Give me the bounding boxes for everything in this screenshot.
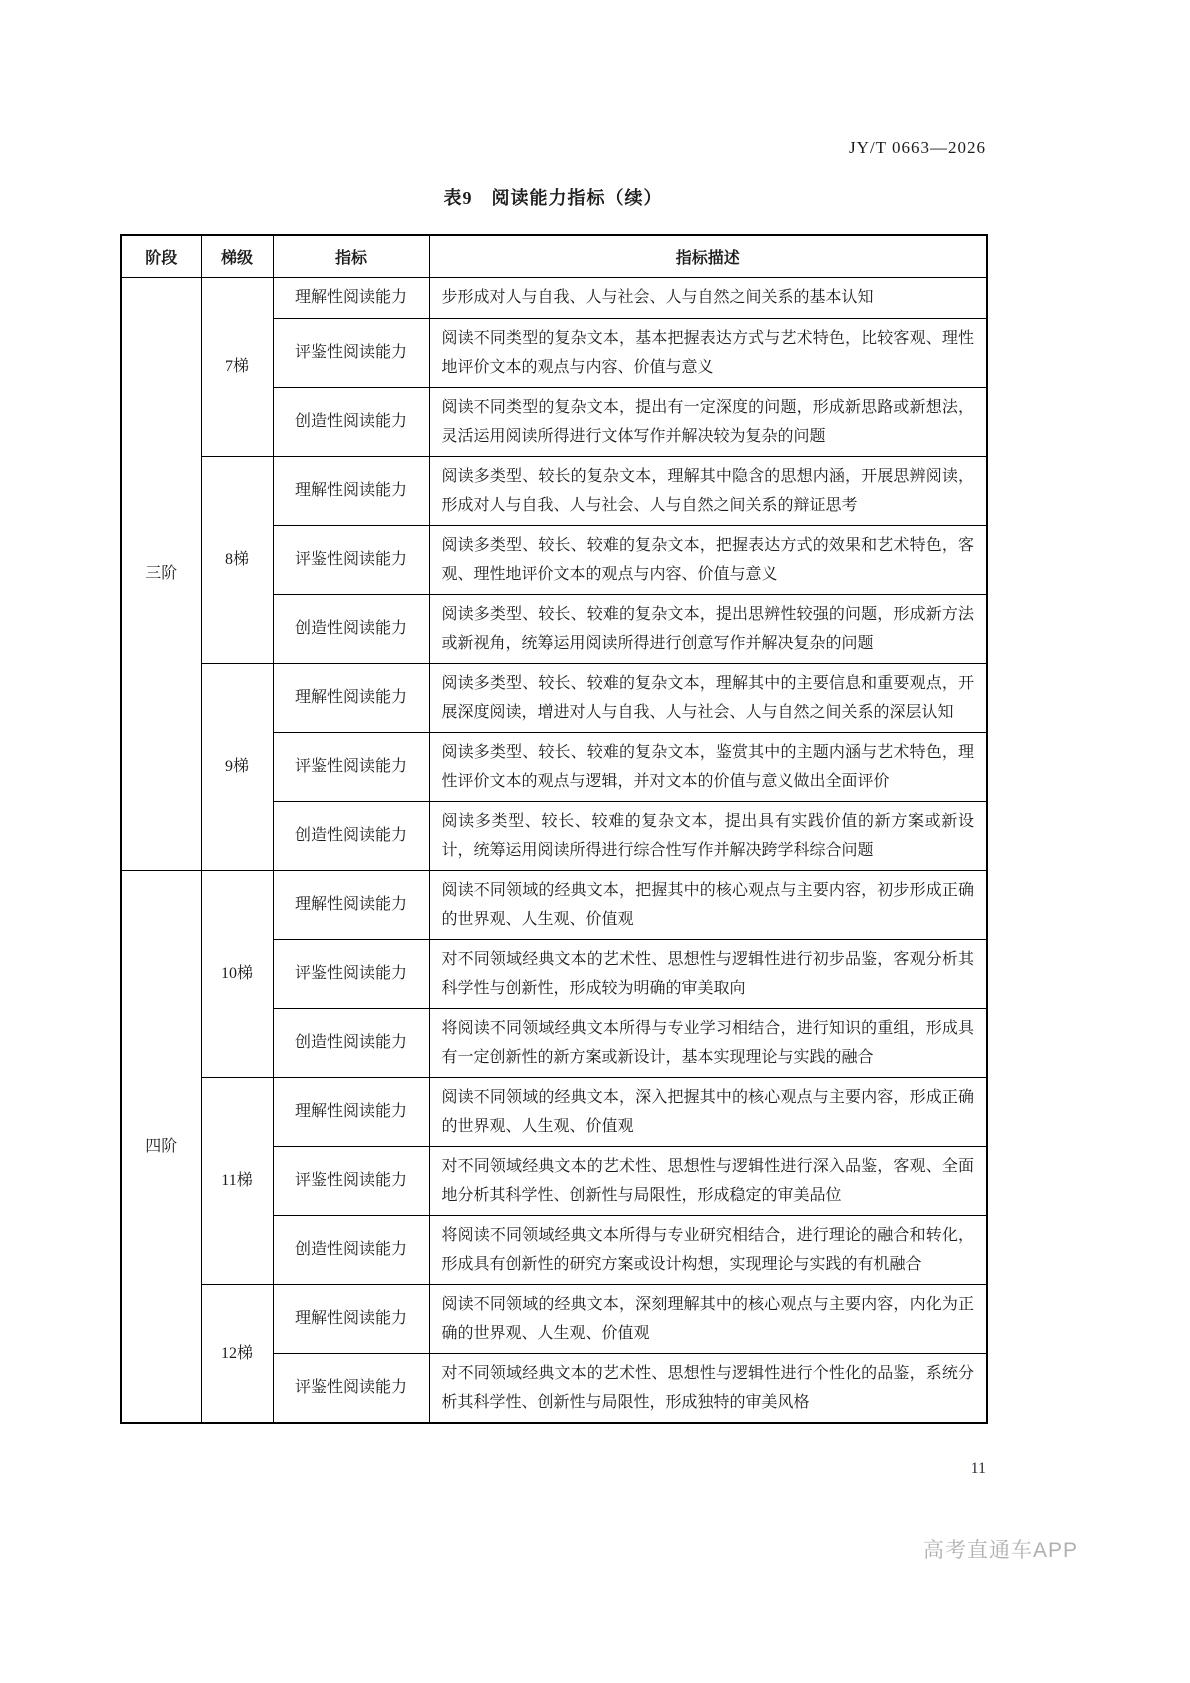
indicator-cell: 评鉴性阅读能力 — [273, 1146, 429, 1215]
table-header-row — [121, 235, 987, 277]
description-cell: 阅读多类型、较长、较难的复杂文本，理解其中的主要信息和重要观点，开展深度阅读，增进对人与自我、人与社会、人与自然之间关系的深层认知 — [429, 663, 987, 732]
indicator-cell: 评鉴性阅读能力 — [273, 1353, 429, 1423]
indicator-cell: 理解性阅读能力 — [273, 1284, 429, 1353]
table-row — [121, 277, 987, 318]
description-cell: 阅读多类型、较长、较难的复杂文本，提出具有实践价值的新方案或新设计，统筹运用阅读所得进行综合性写作并解决跨学科综合问题 — [429, 801, 987, 870]
level-cell: 8梯 — [201, 456, 273, 663]
description-cell: 阅读多类型、较长、较难的复杂文本，鉴赏其中的主题内涵与艺术特色，理性评价文本的观点与逻辑，并对文本的价值与意义做出全面评价 — [429, 732, 987, 801]
page-content — [120, 0, 986, 1478]
page-number: 11 — [970, 1459, 986, 1477]
indicator-cell: 创造性阅读能力 — [273, 1215, 429, 1284]
table-row — [121, 663, 987, 732]
watermark: 高考直通车APP — [922, 1539, 1078, 1562]
stage-cell: 四阶 — [121, 870, 201, 1423]
column-header: 指标描述 — [429, 235, 987, 277]
indicator-cell: 理解性阅读能力 — [273, 870, 429, 939]
level-cell: 9梯 — [201, 663, 273, 870]
table-row — [121, 1284, 987, 1353]
indicator-cell: 评鉴性阅读能力 — [273, 732, 429, 801]
indicator-cell: 评鉴性阅读能力 — [273, 318, 429, 387]
description-cell: 阅读不同类型的复杂文本，提出有一定深度的问题，形成新思路或新想法，灵活运用阅读所得进行文体写作并解决较为复杂的问题 — [429, 387, 987, 456]
description-cell: 对不同领域经典文本的艺术性、思想性与逻辑性进行初步品鉴，客观分析其科学性与创新性，形成较为明确的审美取向 — [429, 939, 987, 1008]
table-body — [121, 277, 987, 1423]
table-row — [121, 456, 987, 525]
column-header: 指标 — [273, 235, 429, 277]
description-cell: 将阅读不同领域经典文本所得与专业学习相结合，进行知识的重组，形成具有一定创新性的新方案或新设计，基本实现理论与实践的融合 — [429, 1008, 987, 1077]
description-cell: 阅读多类型、较长的复杂文本，理解其中隐含的思想内涵，开展思辨阅读，形成对人与自我、人与社会、人与自然之间关系的辩证思考 — [429, 456, 987, 525]
description-cell: 阅读多类型、较长、较难的复杂文本，提出思辨性较强的问题，形成新方法或新视角，统筹运用阅读所得进行创意写作并解决复杂的问题 — [429, 594, 987, 663]
indicator-cell: 评鉴性阅读能力 — [273, 525, 429, 594]
table-row — [121, 870, 987, 939]
table-row — [121, 1077, 987, 1146]
level-cell: 11梯 — [201, 1077, 273, 1284]
indicator-cell: 理解性阅读能力 — [273, 663, 429, 732]
description-cell: 阅读不同领域的经典文本，把握其中的核心观点与主要内容，初步形成正确的世界观、人生观、价值观 — [429, 870, 987, 939]
stage-cell: 三阶 — [121, 277, 201, 870]
reading-ability-table — [120, 234, 988, 1424]
indicator-cell: 创造性阅读能力 — [273, 801, 429, 870]
description-cell: 将阅读不同领域经典文本所得与专业研究相结合，进行理论的融合和转化，形成具有创新性的研究方案或设计构想，实现理论与实践的有机融合 — [429, 1215, 987, 1284]
column-header: 阶段 — [121, 235, 201, 277]
description-cell: 阅读不同领域的经典文本，深刻理解其中的核心观点与主要内容，内化为正确的世界观、人生观、价值观 — [429, 1284, 987, 1353]
doc-number: JY/T 0663—2026 — [849, 138, 986, 157]
level-cell: 10梯 — [201, 870, 273, 1077]
column-header: 梯级 — [201, 235, 273, 277]
description-cell: 阅读不同类型的复杂文本，基本把握表达方式与艺术特色，比较客观、理性地评价文本的观点与内容、价值与意义 — [429, 318, 987, 387]
table-title: 表9 阅读能力指标（续） — [443, 188, 663, 208]
description-cell: 阅读多类型、较长、较难的复杂文本，把握表达方式的效果和艺术特色，客观、理性地评价文本的观点与内容、价值与意义 — [429, 525, 987, 594]
description-cell: 阅读不同领域的经典文本，深入把握其中的核心观点与主要内容，形成正确的世界观、人生观、价值观 — [429, 1077, 987, 1146]
description-cell: 步形成对人与自我、人与社会、人与自然之间关系的基本认知 — [429, 277, 987, 318]
indicator-cell: 创造性阅读能力 — [273, 1008, 429, 1077]
indicator-cell: 理解性阅读能力 — [273, 277, 429, 318]
description-cell: 对不同领域经典文本的艺术性、思想性与逻辑性进行深入品鉴，客观、全面地分析其科学性、创新性与局限性，形成稳定的审美品位 — [429, 1146, 987, 1215]
description-cell: 对不同领域经典文本的艺术性、思想性与逻辑性进行个性化的品鉴，系统分析其科学性、创新性与局限性，形成独特的审美风格 — [429, 1353, 987, 1423]
level-cell: 7梯 — [201, 277, 273, 456]
indicator-cell: 创造性阅读能力 — [273, 594, 429, 663]
indicator-cell: 评鉴性阅读能力 — [273, 939, 429, 1008]
indicator-cell: 理解性阅读能力 — [273, 456, 429, 525]
level-cell: 12梯 — [201, 1284, 273, 1423]
indicator-cell: 创造性阅读能力 — [273, 387, 429, 456]
indicator-cell: 理解性阅读能力 — [273, 1077, 429, 1146]
